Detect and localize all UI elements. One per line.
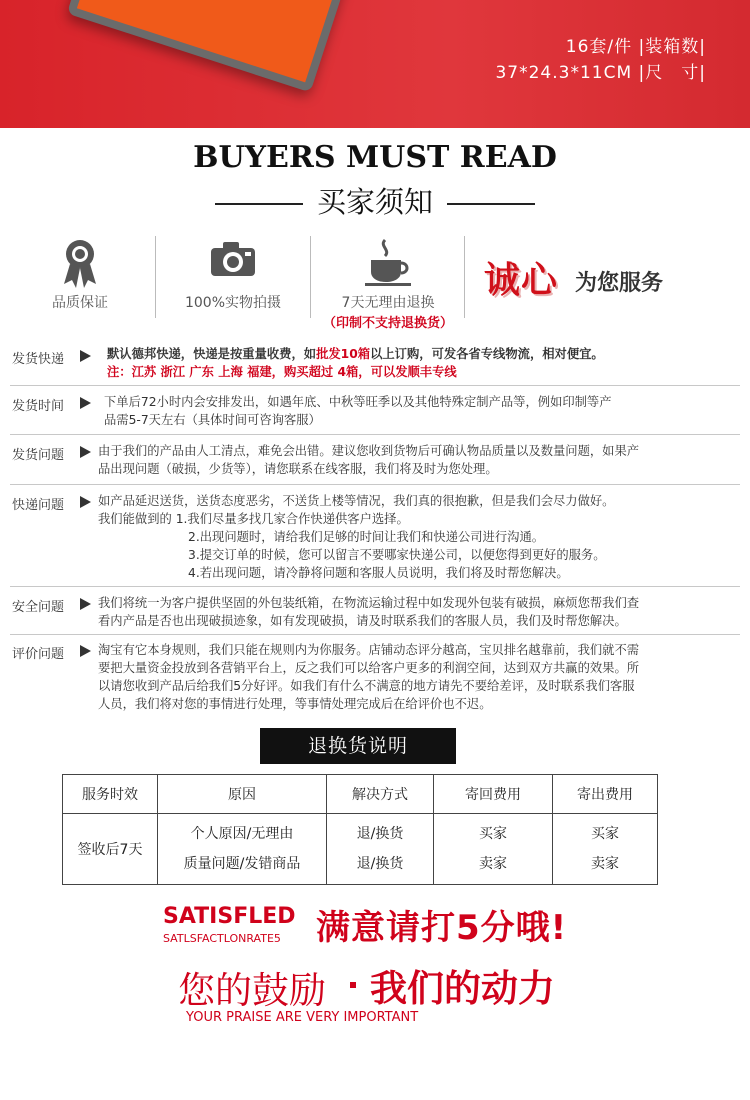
notice-tag: 评价问题 xyxy=(12,647,65,662)
feature-quality-label: 品质保证 xyxy=(52,295,108,311)
returns-title: 退换货说明 xyxy=(260,728,456,764)
divider xyxy=(310,236,311,318)
camera-icon xyxy=(209,238,257,282)
buyers-notice-cn-title xyxy=(0,180,750,221)
notice-text xyxy=(98,492,736,582)
period-cell: 签收后7天 xyxy=(63,814,158,885)
divider xyxy=(10,484,740,485)
return-fee-value: 卖家 xyxy=(479,856,507,872)
sincerity-slogan: 诚心 xyxy=(484,260,559,301)
table-header: 服务时效 xyxy=(63,775,158,814)
divider xyxy=(155,236,156,318)
notice-text-line: 我们能做到的 1.我们尽量多找几家合作快递供客户选择。 xyxy=(98,512,409,526)
notice-text-line: 4.若出现问题，请冷静将问题和客服人员说明，我们将及时帮您解决。 xyxy=(188,566,569,580)
notice-text-line: 如产品延迟送货，送货态度恶劣，不送货上楼等情况，我们真的很抱歉，但是我们会尽力做好。 xyxy=(98,494,615,508)
return-fee-value: 买家 xyxy=(479,826,507,842)
notice-text-line: 由于我们的产品由人工清点，难免会出错。建议您收到货物后可确认物品质量以及数量问题，如果产 xyxy=(98,444,640,458)
solution-cell xyxy=(327,814,434,885)
reason-value: 个人原因/无理由 xyxy=(190,826,294,842)
spec-packing: 16套/件 |装箱数| xyxy=(566,32,706,57)
notice-text-line: 淘宝有它本身规则，我们只能在规则内为你服务。店铺动态评分越高，宝贝排名越靠前，我们就不需 xyxy=(98,643,640,657)
notice-text xyxy=(98,641,736,713)
arrow-right-icon xyxy=(80,645,91,657)
notice-text-line: 品出现问题（破损，少货等），请您联系在线客服，我们将及时为您处理。 xyxy=(98,462,498,476)
dot-separator xyxy=(350,982,356,988)
notice-text-part: 以上订购，可发各省专线物流，相对便宜。 xyxy=(370,347,604,361)
reason-cell xyxy=(158,814,327,885)
send-fee-value: 卖家 xyxy=(591,856,619,872)
notice-tag: 快递问题 xyxy=(12,498,65,513)
notice-text xyxy=(98,594,736,630)
feature-real-photo-label: 100%实物拍摄 xyxy=(184,295,282,311)
notice-text-line: 我们将统一为客户提供坚固的外包装纸箱，在物流运输过程中如发现外包装有破损，麻烦您帮我们查 xyxy=(98,596,640,610)
notice-tag: 发货快递 xyxy=(12,352,65,367)
arrow-right-icon xyxy=(80,598,91,610)
notice-text-line: 2.出现问题时，请给我们足够的时间让我们和快递公司进行沟通。 xyxy=(188,530,545,544)
print-no-return-note: （印制不支持退换货） xyxy=(322,316,453,331)
solution-value: 退/换货 xyxy=(356,856,404,872)
notice-text-line: 要把大量资金投放到各营销平台上，反之我们可以给客户更多的利润空间，达到双方共赢的效果。所 xyxy=(98,661,640,675)
satisfied-en-small: SATLSFACTLONRATE5 xyxy=(163,932,281,945)
divider xyxy=(10,385,740,386)
encourage-text-b: 我们的动力 xyxy=(370,967,555,1010)
product-box-photo xyxy=(67,0,349,92)
notice-text-part: 默认德邦快递，快递是按重量收费，如 xyxy=(107,347,317,361)
arrow-right-icon xyxy=(80,496,91,508)
encourage-text-a: 您的鼓励 xyxy=(178,969,326,1012)
divider xyxy=(464,236,465,318)
spec-size-value: 37*24.3*11CM xyxy=(495,63,633,83)
solution-value: 退/换货 xyxy=(356,826,404,842)
table-row xyxy=(63,814,658,885)
notice-text-line: 看内产品是否也出现破损迹象，如有发现破损，请及时联系我们的客服人员，我们及时帮您解决。 xyxy=(98,614,627,628)
arrow-right-icon xyxy=(80,446,91,458)
top-banner xyxy=(0,0,750,128)
encourage-en: YOUR PRAISE ARE VERY IMPORTANT xyxy=(186,1010,419,1025)
buyers-notice-cn-text: 买家须知 xyxy=(316,185,433,219)
notice-tag: 发货时间 xyxy=(12,399,65,414)
divider xyxy=(10,434,740,435)
table-header: 原因 xyxy=(158,775,327,814)
return-fee-cell xyxy=(434,814,553,885)
notice-text-highlight: 注：江苏 浙江 广东 上海 福建，购买超过 4箱，可以发顺丰专线 xyxy=(107,365,457,379)
divider xyxy=(10,634,740,635)
returns-table xyxy=(62,774,658,885)
notice-text-line: 人员，我们将对您的事情进行处理，等事情处理完成后在给评价也不迟。 xyxy=(98,697,492,711)
arrow-right-icon xyxy=(80,397,91,409)
feature-quality xyxy=(30,232,130,332)
table-header-row xyxy=(63,775,658,814)
notice-text-line: 下单后72小时内会安排发出，如遇年底、中秋等旺季以及其他特殊定制产品等，例如印制等产 xyxy=(104,395,612,409)
reason-value: 质量问题/发错商品 xyxy=(183,856,301,872)
feature-7day-return xyxy=(318,232,458,332)
notice-tag: 发货问题 xyxy=(12,448,65,463)
arrow-right-icon xyxy=(80,350,91,362)
satisfied-cn: 满意请打5分哦! xyxy=(316,908,568,948)
coffee-cup-icon xyxy=(363,238,413,290)
notice-text-highlight: 批发10箱 xyxy=(316,347,371,361)
award-ribbon-icon xyxy=(60,238,100,294)
send-fee-cell xyxy=(553,814,658,885)
spec-size-label: 尺 寸 xyxy=(645,63,700,83)
spec-packing-label: 装箱数 xyxy=(645,37,700,57)
feature-real-photo xyxy=(170,232,296,332)
service-slogan: 为您服务 xyxy=(575,271,664,296)
table-header: 寄出费用 xyxy=(553,775,658,814)
divider xyxy=(10,586,740,587)
feature-7day-return-label: 7天无理由退换 xyxy=(341,295,435,311)
spec-size: 37*24.3*11CM |尺 寸| xyxy=(495,58,706,83)
notice-text-line: 品需5-7天左右（具体时间可咨询客服） xyxy=(104,413,321,427)
notice-text xyxy=(104,393,736,429)
notice-text-line: 以请您收到产品后给我们5分好评。如我们有什么不满意的地方请先不要给差评，及时联系我们客服 xyxy=(98,679,635,693)
notice-text xyxy=(107,345,736,381)
notice-text-line: 3.提交订单的时候，您可以留言不要哪家快递公司，以便您得到更好的服务。 xyxy=(188,548,606,562)
spec-packing-value: 16套/件 xyxy=(565,37,633,57)
notice-tag: 安全问题 xyxy=(12,600,65,615)
satisfied-en: SATISFLED xyxy=(163,904,296,929)
send-fee-value: 买家 xyxy=(591,826,619,842)
table-header: 解决方式 xyxy=(327,775,434,814)
notice-text xyxy=(98,442,736,478)
table-header: 寄回费用 xyxy=(434,775,553,814)
buyers-must-read-title: BUYERS MUST READ xyxy=(193,140,557,175)
